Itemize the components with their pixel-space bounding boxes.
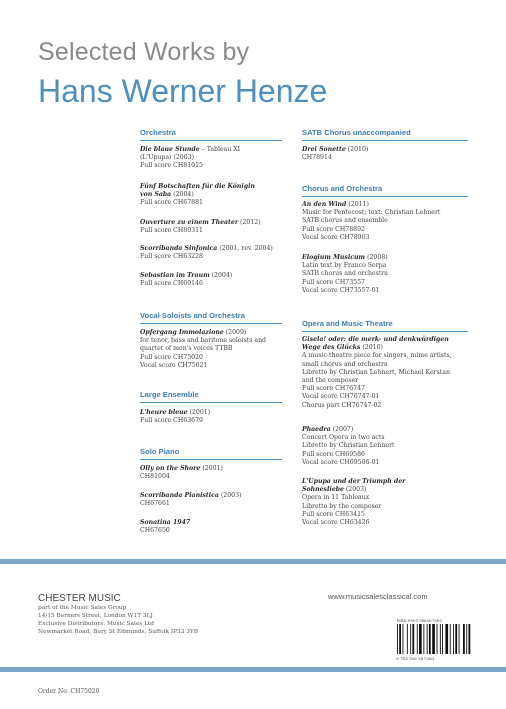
work-title: Elogium Musicum <box>302 254 366 261</box>
work-detail: Vocal score CH78903 <box>302 233 370 241</box>
work-detail: and the composer <box>302 377 359 385</box>
work-title-cont: von Saba <box>140 191 172 199</box>
heading-orchestra: Orchestra <box>140 128 176 137</box>
work-year: (2004) <box>171 191 194 199</box>
work-year: (2009) <box>223 329 247 336</box>
work-year: (2008) <box>365 254 388 261</box>
work-title: L'heure bleue <box>140 409 188 416</box>
work-title: Sonatina 1947 <box>140 519 191 526</box>
work-title-cont: Sohnesliebe <box>302 486 344 494</box>
rule-piano <box>140 459 282 460</box>
work-year: (2010) <box>345 146 369 153</box>
work-title: Gisela! oder: die merk- und denkwürdigen <box>302 336 449 343</box>
work-item <box>302 254 477 295</box>
publisher-line: Newmarket Road, Bury St Edmunds, Suffolk IP33 3YB <box>38 629 199 635</box>
work-detail: Libretto by the composer <box>302 502 382 510</box>
work-detail: CH81004 <box>140 473 170 481</box>
top-band <box>0 559 506 564</box>
work-year: (2003) <box>218 492 242 499</box>
work-item <box>140 329 290 370</box>
heading-piano: Solo Piano <box>140 447 180 456</box>
work-title-cont: Wege des Glücks <box>302 344 361 352</box>
work-detail: Full score CH73557 <box>302 278 365 286</box>
work-item <box>140 519 285 535</box>
work-item <box>140 409 285 425</box>
website-link[interactable]: www.musicsalesclassical.com <box>328 592 428 601</box>
work-item <box>140 245 285 261</box>
work-detail: A music-theatre piece for singers, mime artists, <box>302 352 452 360</box>
work-detail: Full score CH63679 <box>140 417 203 425</box>
heading-ensemble: Large Ensemble <box>140 390 199 399</box>
work-detail: quartet of men's voices TTBB <box>140 345 233 353</box>
work-item <box>302 146 472 162</box>
rule-orchestra <box>140 140 282 141</box>
work-detail: Opera in 11 Tableaux <box>302 494 370 502</box>
heading-chorus: Chorus and Orchestra <box>302 184 383 193</box>
rule-chorus <box>302 196 468 197</box>
rule-vocal <box>140 323 282 324</box>
work-detail: Vocal score CH69586-01 <box>302 458 380 466</box>
work-item <box>140 146 285 171</box>
work-year: (2001) <box>200 465 223 472</box>
work-title: Ouverture zu einem Theater <box>140 219 239 226</box>
work-detail: Full score CH69146 <box>140 280 203 288</box>
work-detail: Full score CH78892 <box>302 225 365 233</box>
barcode-digits: 9 781780 387383 <box>396 656 435 661</box>
publisher-line: Exclusive Distributors: Music Sales Ltd <box>38 621 154 627</box>
work-title: L'Upupa und der Triumph der <box>302 478 406 485</box>
rule-satb <box>302 140 468 141</box>
work-detail: small chorus and orchestra <box>302 360 388 368</box>
work-detail: Vocal score CH73557-01 <box>302 286 380 294</box>
work-detail: Full score CH67881 <box>140 199 203 207</box>
work-detail: Chorus part CH76747-02 <box>302 401 382 409</box>
work-year: (2007) <box>330 426 354 433</box>
work-title: Sebastian im Traum <box>140 272 210 279</box>
work-year: (2001, rev. 2004) <box>217 245 273 252</box>
publisher-line: part of the Music Sales Group <box>38 605 127 611</box>
work-detail: for tenor, bass and baritone soloists and <box>140 337 267 345</box>
work-detail: Full score CH75020 <box>140 353 203 361</box>
work-year: (2012) <box>238 219 261 226</box>
work-detail: Full score CH80311 <box>140 227 203 235</box>
work-detail: Concert Opera in two acts <box>302 434 385 442</box>
work-detail: Full score CH69586 <box>302 450 365 458</box>
work-detail: SATB chorus and ensemble <box>302 217 388 225</box>
work-detail: SATB chorus and orchestra <box>302 270 388 278</box>
work-item <box>302 336 482 410</box>
work-title: An den Wind <box>302 201 347 208</box>
work-year: (2003) <box>343 486 367 494</box>
work-detail: Full score CH76747 <box>302 385 365 393</box>
work-title: Fünf Botschaften für die Königin <box>140 183 255 190</box>
work-detail: CH67650 <box>140 527 170 535</box>
work-item <box>302 201 477 242</box>
barcode-icon <box>397 624 473 654</box>
order-number: Order No. CH75020 <box>38 688 100 695</box>
work-year: (2004) <box>209 272 233 279</box>
work-title: Drei Sonette <box>302 146 346 153</box>
composer-name: Hans Werner Henze <box>38 73 328 109</box>
work-title: Phaedra <box>302 426 331 433</box>
work-detail: Music for Pentecost; text: Christian Lehnert <box>302 209 441 217</box>
isbn-label: ISBN 978-1-78038-758-5 <box>397 619 443 623</box>
heading-satb: SATB Chorus unaccompanied <box>302 128 411 137</box>
work-detail: Latin text by Franco Serpa <box>302 262 387 270</box>
work-item <box>140 183 285 208</box>
work-detail: Vocal score CH75021 <box>140 361 208 369</box>
work-title: Die blaue Stunde <box>140 146 200 153</box>
work-year: (2011) <box>346 201 369 208</box>
bottom-band <box>0 667 506 672</box>
work-year: – Tableau XI <box>199 146 241 153</box>
publisher-line: 14/15 Berners Street, London W1T 3LJ <box>38 613 153 619</box>
work-item <box>140 465 285 481</box>
work-detail: (L'Upupa) (2003) <box>140 154 194 162</box>
work-detail: Libretto by Christian Lehnert, Michael Kerstan <box>302 368 450 376</box>
work-detail: CH67661 <box>140 500 170 508</box>
work-year: (2010) <box>360 344 383 352</box>
work-detail: Full score CH63228 <box>140 253 203 261</box>
work-title: Scorribanda Pianistica <box>140 492 219 499</box>
publisher-name: CHESTER MUSIC <box>38 593 121 604</box>
work-item <box>140 492 285 508</box>
rule-opera <box>302 331 468 332</box>
work-item <box>302 478 477 527</box>
work-item <box>302 426 477 467</box>
work-item <box>140 272 285 288</box>
heading-opera: Opera and Music Theatre <box>302 319 393 328</box>
work-detail: Full score CH63415 <box>302 510 365 518</box>
work-title: Olly on the Shore <box>140 465 201 472</box>
work-detail: Libretto by Christian Lehnert <box>302 442 395 450</box>
work-detail: Full score CH81015 <box>140 162 203 170</box>
title-line-1: Selected Works by <box>38 38 250 66</box>
rule-ensemble <box>140 402 282 403</box>
work-item <box>140 219 285 235</box>
work-year: (2001) <box>187 409 211 416</box>
heading-vocal: Vocal Soloists and Orchestra <box>140 311 245 320</box>
work-detail: CH78914 <box>302 154 332 162</box>
work-title: Scorribanda Sinfonica <box>140 245 218 252</box>
work-detail: Vocal score CH63426 <box>302 519 370 527</box>
work-detail: Vocal score CH76747-01 <box>302 393 380 401</box>
work-title: Opfergang Immolazione <box>140 329 224 336</box>
